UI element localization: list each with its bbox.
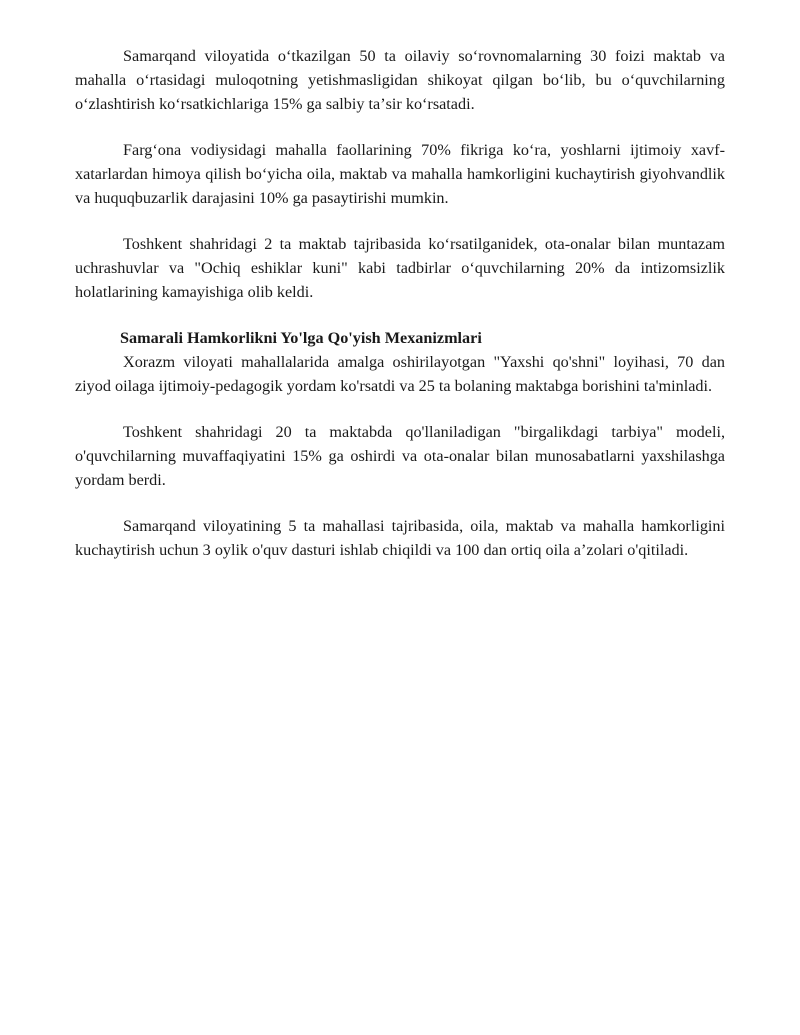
paragraph-samarqand-program: Samarqand viloyatining 5 ta mahallasi tajribasida, oila, maktab va mahalla hamkorligini kuchaytirish uchun 3 oylik o'quv dasturi ishlab chiqildi va 100 dan ortiq oila a’zolari o'qitiladi. [75,517,725,559]
paragraph-khorezm-project: Xorazm viloyati mahallalarida amalga oshirilayotgan "Yaxshi qo'shni" loyihasi, 70 dan ziyod oilaga ijtimoiy-pedagogik yordam ko'rsatdi va 25 ta bolaning maktabga borishini ta'minladi. [75,353,725,395]
section-heading: Samarali Hamkorlikni Yo'lga Qo'yish Mexanizmlari [120,329,482,347]
paragraph-tashkent-meetings: Toshkent shahridagi 2 ta maktab tajribasida koʻrsatilganidek, ota-onalar bilan muntazam uchrashuvlar va "Ochiq eshiklar kuni" kabi tadbirlar oʻquvchilarning 20% da intizomsizlik holatlarining kamayishiga olib keldi. [75,235,725,301]
paragraph-samarqand-survey: Samarqand viloyatida oʻtkazilgan 50 ta oilaviy soʻrovnomalarning 30 foizi maktab va mahalla oʻrtasidagi muloqotning yetishmasligidan shikoyat qilgan boʻlib, bu oʻquvchilarning oʻzlashtirish koʻrsatkichlariga 15% ga salbiy taʼsir koʻrsatadi. [75,47,725,113]
paragraph-tashkent-model: Toshkent shahridagi 20 ta maktabda qo'llaniladigan "birgalikdagi tarbiya" modeli, o'quvchilarning muvaffaqiyatini 15% ga oshirdi va ota-onalar bilan munosabatlarni yaxshilashga yordam berdi. [75,423,725,489]
paragraph-fergana-activists: Fargʻona vodiysidagi mahalla faollarining 70% fikriga koʻra, yoshlarni ijtimoiy xavf-xatarlardan himoya qilish boʻyicha oila, maktab va mahalla hamkorligini kuchaytirish giyohvandlik va huquqbuzarlik darajasini 10% ga pasaytirishi mumkin. [75,141,725,207]
document-page [75,44,725,562]
